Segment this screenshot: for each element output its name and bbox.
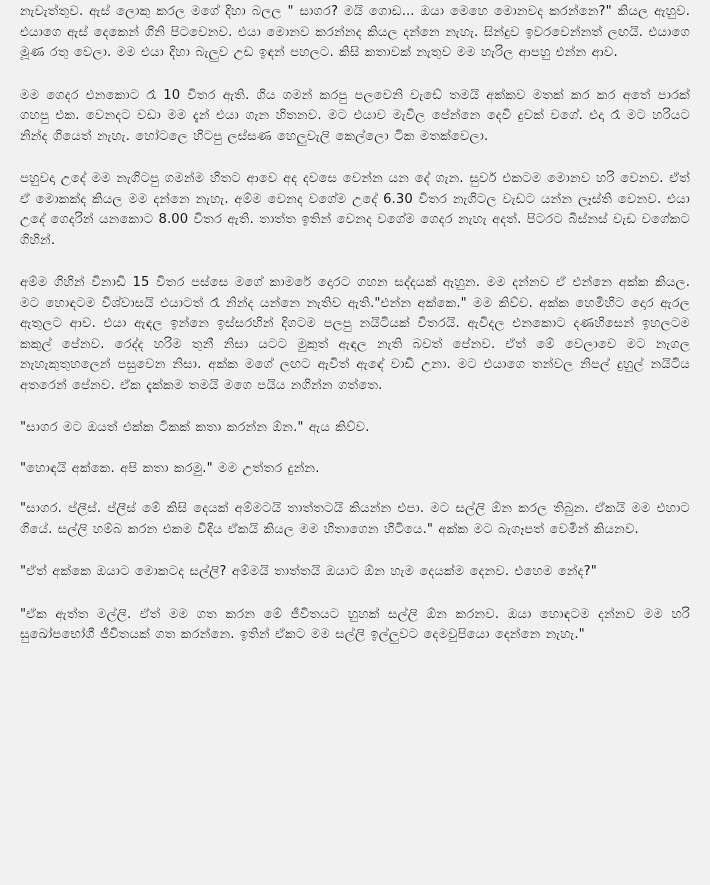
- paragraph-8: "ඒත් අක්කෙ ඔයාට මොකටද සල්ලි? අම්මයි තාත්තයි ඔයාට ඕන හැම දෙයක්ම දෙනව. එහෙම නේද?": [20, 564, 597, 579]
- paragraph-9: "ඒක ඇත්ත මල්ලි. ඒත් මම ගත කරන මේ ජීවිතයට හුහක් සල්ලි ඕන කරනව. ඔයා හොඳටම දන්නව මම හරි සුඛෝපභෝගී ජීවිතයක් ගත කරන්නෙ. ඉතින් ඒකට මම සල්ලි ඉල්ලුවට දෙමවුපියො දෙන්නෙ නැහැ.": [20, 606, 690, 642]
- paragraph-4: අම්ම ගිහින් විනාඩි 15 විතර පස්සෙ මගේ කාමරේ දොරට ගහන සද්දයක් ඇහුන. මම දන්නව ඒ එන්නෙ අක්ක කියල. මට හොඳටම විශ්වාසයි එයාටත් රෑ නින්ද යන්නෙ නැතිව ඇති."එන්න අක්කෙ." මම කිව්ව. අක්ක හෙමිහිට දොර ඇරල ඇතුලට ආව. එයා ඇඳල ඉන්නෙ ඉස්සරහින් දිගටම පලපු නයිටියක් විතරයි. ඇවිදල එනකොට දණහිසෙන් ඉහලටම කකුල් පේනව. රෙද්ද හරිම තුනී නිසා යටට මුකුත් ඇඳල නැති බවත් පේනව. ඒත් මේ වෙලාවෙ මට නැගල නැහැකුතුහලෙන් පසුවෙන නිසා. අක්ක මගේ ලඟට ඇවිත් ඇඳේ වාඩි උනා. මට එයාගෙ තන්වල නිපල් දුහුල් නයිටිය අතරෙන් පේනව. ඒක දැක්කම තමයි මගෙ පයිය නගින්න ගත්තෙ.: [20, 275, 690, 393]
- paragraph-5: "සාගර මට ඔයත් එක්ක ටිකක් කතා කරන්න ඕන." ඇය කිව්ව.: [20, 420, 370, 435]
- paragraph-2: මම ගෙදර එනකොට රෑ 10 විතර ඇති. ගිය ගමන් කරපු පලවෙනි වැඩේ තමයි අක්කව මතක් කර කර අතේ පාරක් ගහපු එක. වෙනදට වඩා මම දැන් එයා ගැන හිතනව. මට එයාව මැවිල පේන්නෙ දෙවි දුවක් වගේ. එදා රෑ මට හරියට නින්ද ගියෙත් නැහැ. හෝටලෙ හිටපු ලස්සණ හෙලුවැලි කෙල්ලො ටික මතක්වෙලා.: [20, 87, 690, 144]
- paragraph-6: "හොඳයි අක්කෙ. අපි කතා කරමු." මම උත්තර දුන්න.: [20, 460, 320, 476]
- paragraph-1: නැවැත්තුව. ඇස් ලොකු කරල මගේ දිහා බලල " සාගර? මයි ගොඩ... ඔයා මෙහෙ මොනවද කරන්නෙ?" කියල ඇහුව. එයාගෙ ඇස් දෙකෙන් ගිනි පිටවෙනව. එයා මොනව කරන්නද කියල දන්නෙ නැහැ. සින්දුව ඉවරවෙන්නත් ලඟයි. එයාගෙ මූණ රතු වෙලා. මම එයා දිහා බැලුව උඩ ඉඳන් පහලට. කිසි කතාවක් නැතුව මම හැරිල ආපහු එන්න ආව.: [20, 4, 690, 60]
- paragraph-3: පහුවදා උදේ මම නැගිටපු ගමන්ම හිතට ආවෙ අද දවසෙ වෙන්න යන දේ ගැන. සුවර් එකටම මොනව හරි වෙනව. ඒත් ඒ මොකක්ද කියල මම දන්නෙ නැහැ. අම්ම වෙනද වගේම උදේ 6.30 විතර නැගිටල වැඩට යන්න ලෑස්ති වෙනව. එයා උදේ ගෙදරින් යනකොට 8.00 විතර ඇති. තාත්ත ඉතින් වෙනද වගේම ගෙදර නැහැ අදත්. පිටරට බිස්නස් වැඩ වගේකට ගිහින්.: [20, 171, 690, 248]
- paragraph-7: "සාගර. ප්ලීස්. ප්ලීස් මේ කිසි දෙයක් අම්මටයි තාත්තටයි කියන්න එපා. මට සල්ලි ඕන කරල තිබුන. ඒකයි මම එහාට ගියේ. සල්ලි හම්බ කරන එකම විදිය ඒකයි කියල මම හිතාගෙන හිටියෙ." අක්ක මට බැගෑපත් වෙමින් කියනව.: [20, 501, 690, 537]
